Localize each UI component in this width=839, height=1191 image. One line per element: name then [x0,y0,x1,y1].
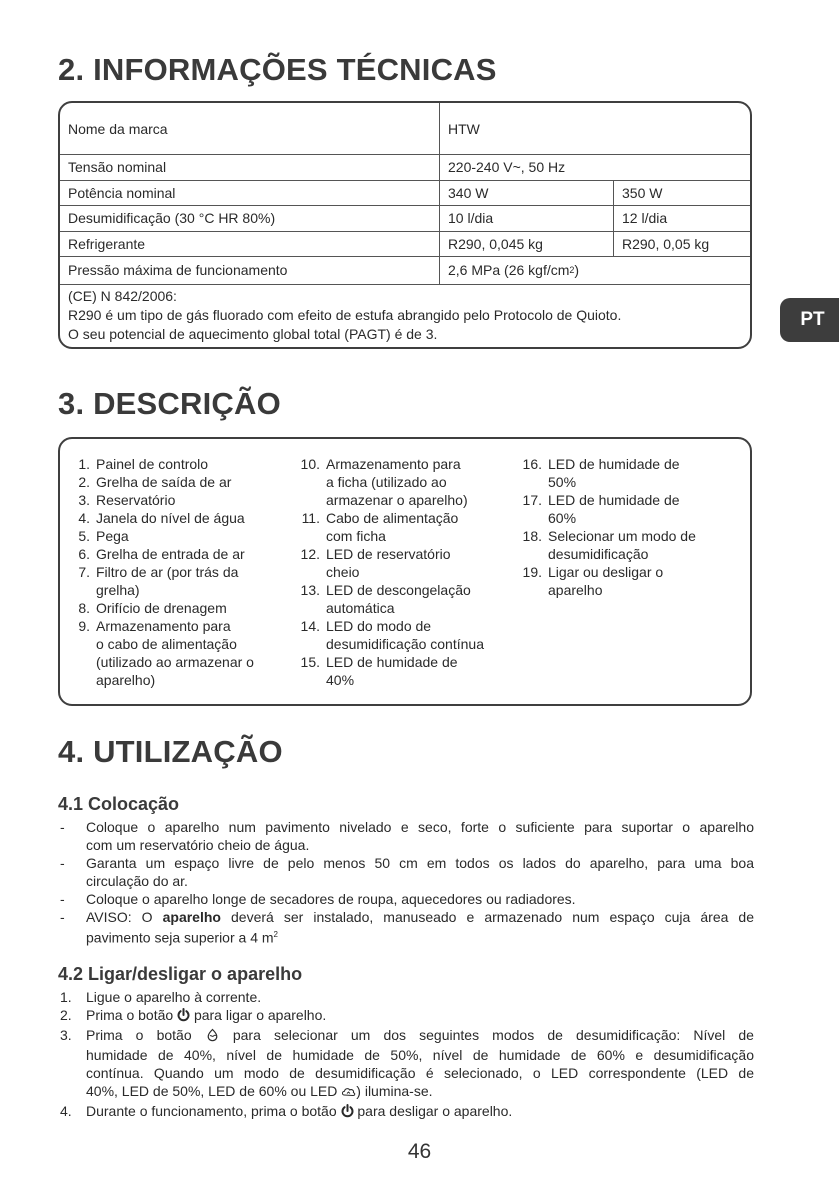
table-row [60,231,750,257]
table-row [60,180,750,206]
list-item-line: Cabo de alimentação [326,510,459,526]
note-line: R290 é um tipo de gás fluorado com efeito de estufa abrangido pelo Protocolo de Quioto. [68,307,622,323]
list-number: - [60,855,65,871]
list-item-line: aparelho [548,582,603,598]
step-item [58,1006,754,1026]
pressure-close: ) [574,262,580,278]
list-item [68,491,304,509]
list-item [298,545,526,581]
table-cell-value: 220-240 V~, 50 Hz [448,159,566,175]
list-item [520,563,740,599]
list-item-line: Garanta um espaço livre de pelo menos 50 cm em todos os lados do aparelho, para uma boa [86,855,754,871]
list-item-line: desumidificação [548,546,649,562]
table-cell-value-alt: R290, 0,05 kg [622,235,710,252]
list-number: 2. [78,474,90,490]
list-item-line: Armazenamento para [326,456,461,472]
step-text-pre: 40%, LED de 50%, LED de 60% ou LED [86,1083,342,1099]
list-number: 16. [522,456,542,472]
list-item-line: LED de humidade de [548,456,680,472]
list-item [58,890,754,908]
table-cell-value-alt: 12 l/dia [622,210,668,226]
section-title-technical-info: 2. INFORMAÇÕES TÉCNICAS [58,52,497,87]
step-number: 3. [60,1027,72,1043]
list-item [298,653,526,689]
description-column-1 [68,455,304,689]
power-icon [177,1008,190,1026]
description-column-3 [520,455,740,599]
list-item-line: Reservatório [96,492,176,508]
list-item-line: grelha) [96,582,140,598]
list-item-line: LED de humidade de [326,654,458,670]
list-item-line: LED do modo de [326,618,432,634]
list-item [68,509,304,527]
step-text: Ligue o aparelho à corrente. [86,989,262,1005]
step-text-post: ) ilumina-se. [356,1083,433,1099]
list-item-line: armazenar o aparelho) [326,492,468,508]
list-number: 18. [522,528,542,544]
step-text-pre: Durante o funcionamento, prima o botão [86,1103,341,1119]
technical-info-table [58,101,752,349]
table-row [60,205,750,232]
list-item [298,581,526,617]
list-item [68,617,304,689]
subsection-title-on-off: 4.2 Ligar/desligar o aparelho [58,964,303,984]
list-item-line: automática [326,600,395,616]
list-number: 15. [300,654,320,670]
list-number: 8. [78,600,90,616]
pressure-superscript: 2 [569,265,575,275]
table-cell-value: HTW [448,120,480,137]
list-item [520,455,740,491]
warning-line-2 [86,926,754,947]
list-item [298,617,526,653]
list-item-line: Selecionar um modo de [548,528,696,544]
step-text-post: para desligar o aparelho. [353,1103,513,1119]
list-item-line: LED de reservatório [326,546,451,562]
table-cell-label: Pressão máxima de funcionamento [60,256,440,284]
warning-text: deverá ser instalado, manuseado e armazenado num espaço cuja área de [220,909,754,925]
step-number: 1. [60,989,72,1005]
warning-bold-word: aparelho [162,909,221,925]
power-icon [341,1104,354,1122]
regulation-note [68,287,742,344]
continuous-mode-icon [341,1084,356,1102]
list-item-line: o cabo de alimentação [96,636,237,652]
list-number: 14. [300,618,320,634]
language-tab: PT [780,298,839,342]
list-item [68,455,304,473]
list-item-line: 40% [326,672,355,688]
placement-list [58,818,754,947]
step-text [86,1102,754,1122]
step-text-line [86,1026,754,1046]
list-item [520,527,740,563]
step-text-line: humidade de 40%, nível de humidade de 50%, nível de humidade de 60% e desumidificação [86,1047,754,1063]
step-text-line: contínua. Quando um modo de desumidificação é selecionado, o LED correspondente (LED de [86,1065,754,1081]
step-text-pre: Prima o botão [86,1027,205,1043]
list-item [58,818,754,854]
table-cell-value-alt: 350 W [622,184,663,201]
step-text-line [86,1082,754,1102]
list-item-line: 60% [548,510,577,526]
list-number: 4. [78,510,90,526]
list-item-line: Coloque o aparelho longe de secadores de roupa, aquecedores ou radiadores. [86,891,576,907]
list-number: 11. [301,510,320,526]
warning-line-2-text: pavimento seja superior a 4 m [86,929,274,946]
description-box [58,437,752,706]
list-item-line: Armazenamento para [96,618,231,634]
step-text-post: para ligar o aparelho. [190,1007,327,1023]
list-item [68,545,304,563]
table-row [60,154,750,181]
table-cell-value [440,256,750,284]
list-item [520,491,740,527]
pressure-value: 2,6 MPa (26 kgf/cm [448,262,570,278]
list-item-line: Janela do nível de água [96,510,245,526]
list-item-line: Orifício de drenagem [96,600,227,616]
list-number: 17. [522,492,542,508]
list-bullet: - [60,909,65,925]
list-item-line: LED de humidade de [548,492,680,508]
table-row [60,256,750,285]
list-item [58,854,754,890]
list-number: 13. [300,582,320,598]
list-item-line: 50% [548,474,577,490]
list-item-line: cheio [326,564,360,580]
list-number: - [60,819,65,835]
step-item [58,1102,754,1122]
section-title-usage: 4. UTILIZAÇÃO [58,734,283,769]
list-item-line: (utilizado ao armazenar o [96,654,254,670]
warning-prefix: AVISO: O [86,909,163,925]
table-cell-label: Tensão nominal [60,154,440,180]
list-item-line: circulação do ar. [86,873,188,889]
warning-item [58,908,754,947]
list-item [298,509,526,545]
subsection-title-placement: 4.1 Colocação [58,794,180,814]
list-item-line: a ficha (utilizado ao [326,474,447,490]
table-cell-label: Refrigerante [60,231,440,256]
table-cell-label: Desumidificação (30 °C HR 80%) [60,205,440,231]
step-item [58,1026,754,1102]
list-item-line: Painel de controlo [96,456,209,472]
list-number: 19. [522,564,542,580]
section-title-description: 3. DESCRIÇÃO [58,386,281,421]
list-item-line: Filtro de ar (por trás da [96,564,239,580]
list-item-line: Pega [96,528,129,544]
list-number: 3. [78,492,90,508]
list-item-line: Coloque o aparelho num pavimento nivelado e seco, forte o suficiente para suportar o aparelho [86,819,754,835]
note-line: (CE) N 842/2006: [68,288,177,304]
list-number: 7. [78,564,90,580]
list-item-line: Grelha de entrada de ar [96,546,245,562]
table-cell-value: 10 l/dia [440,205,614,231]
step-number: 4. [60,1103,72,1119]
step-number: 2. [60,1007,72,1023]
on-off-steps [58,988,754,1122]
list-item [68,563,304,599]
step-item [58,988,754,1006]
table-cell-value: 340 W [440,180,614,205]
step-text-pre: Prima o botão [86,1007,178,1023]
step-text-post: para selecionar um dos seguintes modos de desumidificação: Nível de [219,1027,754,1043]
list-item-line: desumidificação contínua [326,636,484,652]
list-number: - [60,891,65,907]
table-row [60,103,750,155]
list-item [68,473,304,491]
description-column-2 [298,455,526,689]
table-cell-label: Nome da marca [60,103,440,154]
list-item [68,527,304,545]
list-number: 5. [78,528,90,544]
step-text [86,1006,754,1026]
table-cell-value: R290, 0,045 kg [440,231,614,256]
list-number: 1. [78,456,90,472]
list-item-line: com um reservatório cheio de água. [86,837,310,853]
list-number: 12. [300,546,320,562]
list-item-line: Ligar ou desligar o [548,564,664,580]
warning-line-1 [86,908,754,926]
table-cell-label: Potência nominal [60,180,440,205]
list-item [68,599,304,617]
list-item-line: aparelho) [96,672,156,688]
list-item-line: Grelha de saída de ar [96,474,232,490]
list-number: 6. [78,546,90,562]
list-item-line: com ficha [326,528,386,544]
mode-icon [205,1028,220,1046]
note-line: O seu potencial de aquecimento global total (PAGT) é de 3. [68,326,438,342]
list-number: 10. [300,456,320,472]
list-item [298,455,526,509]
page-number: 46 [407,1140,432,1163]
area-superscript: 2 [273,930,278,939]
list-item-line: LED de descongelação [326,582,471,598]
list-number: 9. [78,618,90,634]
